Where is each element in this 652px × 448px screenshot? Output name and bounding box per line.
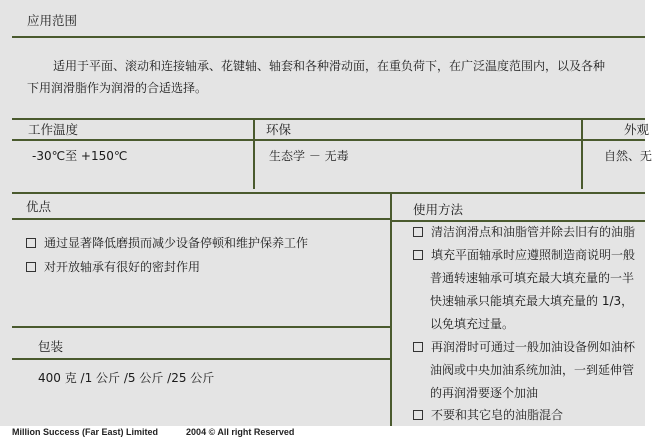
divider [12,326,390,328]
column-divider [253,119,255,189]
checkbox-icon [413,342,423,352]
application-title: 应用范围 [27,13,78,28]
divider [12,118,645,120]
usage-item-continued: 普通转速轴承可填充最大填充量的一半 [430,271,635,285]
temperature-label: 工作温度 [28,122,79,137]
divider [392,220,645,222]
packaging-value: 400 克 /1 公斤 /5 公斤 /25 公斤 [38,371,215,385]
column-divider [581,119,583,189]
checkbox-icon [413,250,423,260]
usage-item: 清洁润滑点和油脂管并除去旧有的油脂 [413,223,635,241]
application-text-line1: 适用于平面、滚动和连接轴承、花键轴、轴套和各种滑动面，在重负荷下，在广泛温度范围内，以及各种 [53,59,606,73]
usage-item-continued: 以免填充过量。 [430,317,515,331]
usage-item-continued: 快速轴承只能填充最大填充量的 1/3， [430,294,634,308]
checkbox-icon [413,410,423,420]
usage-item: 不要和其它皂的油脂混合 [413,406,563,424]
footer [12,427,322,437]
usage-title: 使用方法 [413,202,464,217]
usage-item-continued: 的再润滑要逐个加油 [430,386,539,400]
footer-company: Million Success (Far East) Limited [12,427,159,437]
usage-item-continued: 油阀或中央加油系统加油，一到延伸管 [430,363,635,377]
checkbox-icon [413,227,423,237]
appearance-value: 自然、无 [604,149,652,163]
appearance-label: 外观 [624,122,650,137]
temperature-value: -30℃至 +150℃ [32,149,128,163]
environment-label: 环保 [266,122,292,137]
divider [12,139,645,141]
footer-copyright: 2004 © All right Reserved [186,427,295,437]
advantages-title: 优点 [26,199,52,214]
checkbox-icon [26,238,36,248]
usage-item: 再润滑时可通过一般加油设备例如油杯 [413,338,635,356]
divider [12,358,390,360]
divider [12,36,645,38]
divider [12,192,645,194]
application-text-line2: 下用润滑脂作为润滑的合适选择。 [27,81,208,95]
environment-value: 生态学 － 无毒 [269,149,349,163]
advantage-item: 通过显著降低磨损而减少设备停顿和维护保养工作 [26,234,308,252]
advantage-item: 对开放轴承有很好的密封作用 [26,258,200,276]
divider [12,218,390,220]
packaging-title: 包装 [38,339,64,354]
checkbox-icon [26,262,36,272]
column-divider [390,193,392,426]
usage-item: 填充平面轴承时应遵照制造商说明一般 [413,246,635,264]
